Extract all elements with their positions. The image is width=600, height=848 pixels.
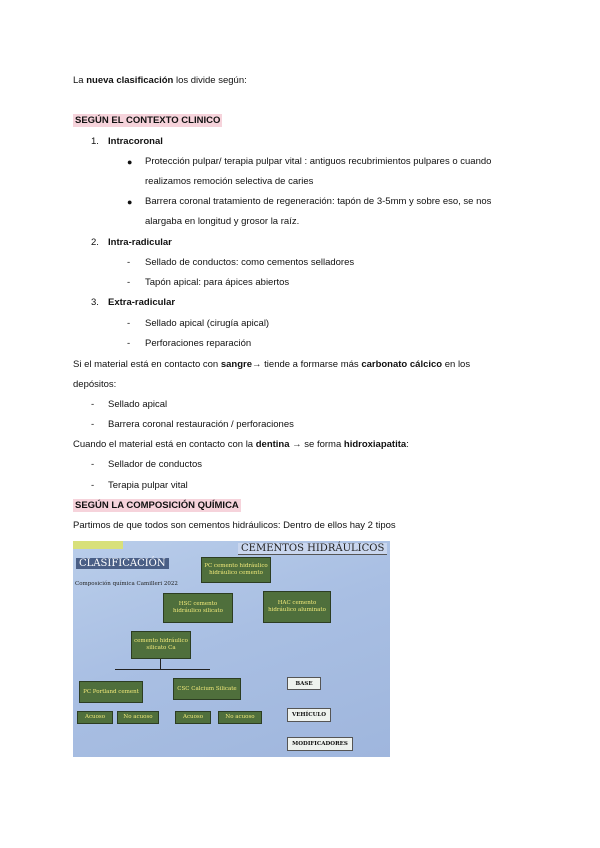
section-heading-composicion (73, 500, 241, 512)
leaf-box: Acuoso (77, 711, 113, 724)
slide-title: CEMENTOS HIDRÁULICOS (238, 543, 387, 555)
bullet-text: alargaba en longitud y grosor la raíz. (145, 216, 300, 227)
calcio-box: cemento hidráulico silicato Ca (131, 631, 191, 659)
dash-marker: - (91, 459, 95, 470)
section-heading-contexto (73, 115, 222, 127)
modificadores-box: MODIFICADORES (287, 737, 353, 751)
section-heading-text: SEGÚN LA COMPOSICIÓN QUÍMICA (75, 500, 239, 511)
cementos-hidraulicos-photo (73, 541, 390, 757)
connector-line (115, 669, 210, 670)
dash-marker: - (127, 257, 131, 268)
list-item: Terapia pulpar vital (108, 480, 188, 491)
bullet-text: Barrera coronal tratamiento de regeneración: tapón de 3-5mm y sobre eso, se nos (145, 196, 492, 207)
list-item: Sellador de conductos (108, 459, 203, 470)
dash-text: Sellado de conductos: como cementos selladores (145, 257, 355, 268)
intro-text: La (73, 75, 87, 86)
list-title-intraradicular: Intra-radicular (108, 237, 172, 248)
list-item: Sellado apical (108, 399, 168, 410)
dash-marker: - (91, 419, 95, 430)
leaf-box: No acuoso (117, 711, 159, 724)
bullet-text: Protección pulpar/ terapia pulpar vital : antiguos recubrimientos pulpares o cuando (145, 156, 492, 167)
clasificacion-label: CLASIFICACIÓN (76, 558, 169, 569)
list-item: Barrera coronal restauración / perforaciones (108, 419, 294, 430)
dash-marker: - (127, 318, 131, 329)
dash-marker: - (91, 399, 95, 410)
bullet-icon: ● (127, 197, 133, 207)
vehiculo-box: VEHÍCULO (287, 708, 331, 722)
list-title-intracoronal: Intracoronal (108, 136, 163, 147)
list-title-extraradicular: Extra-radicular (108, 297, 176, 308)
dash-marker: - (91, 480, 95, 491)
list-number-1: 1. (91, 136, 99, 147)
intro-text-end: los divide según: (173, 75, 247, 86)
dash-text: Tapón apical: para ápices abiertos (145, 277, 290, 288)
list-number-2: 2. (91, 237, 99, 248)
bullet-icon: ● (127, 157, 133, 167)
paragraph-sangre: Si el material está en contacto con sangre→ tiende a formarse más carbonato cálcico en los (73, 359, 471, 370)
section-heading-text: SEGÚN EL CONTEXTO CLINICO (75, 115, 221, 126)
csc-box: CSC Calcium Silicate (173, 678, 241, 700)
pc-box: PC Portland cement (79, 681, 143, 703)
paragraph-composicion: Partimos de que todos son cementos hidráulicos: Dentro de ellos hay 2 tipos (73, 520, 396, 531)
hsc-box: HSC cemento hidráulico silicato (163, 593, 233, 623)
dash-marker: - (127, 277, 131, 288)
connector-line (160, 659, 161, 669)
dash-text: Perforaciones reparación (145, 338, 252, 349)
paragraph-dentina: Cuando el material está en contacto con la dentina → se forma hidroxiapatita: (73, 439, 409, 450)
paragraph-sangre-line2: depósitos: (73, 379, 117, 390)
base-box: BASE (287, 677, 321, 690)
bullet-text: realizamos remoción selectiva de caries (145, 176, 314, 187)
dash-marker: - (127, 338, 131, 349)
hac-box: HAC cemento hidráulico aluminato (263, 591, 331, 623)
highlight-strip (73, 541, 123, 549)
pc-top-box: PC cemento hidráulico hidráulico cemento (201, 557, 271, 583)
list-number-3: 3. (91, 297, 99, 308)
leaf-box: No acuoso (218, 711, 262, 724)
intro-line (73, 75, 247, 87)
dash-text: Sellado apical (cirugía apical) (145, 318, 270, 329)
leaf-box: Acuoso (175, 711, 211, 724)
slide-subtitle: Composición química Camilleri 2022 (75, 581, 178, 587)
intro-bold: nueva clasificación (86, 75, 174, 86)
